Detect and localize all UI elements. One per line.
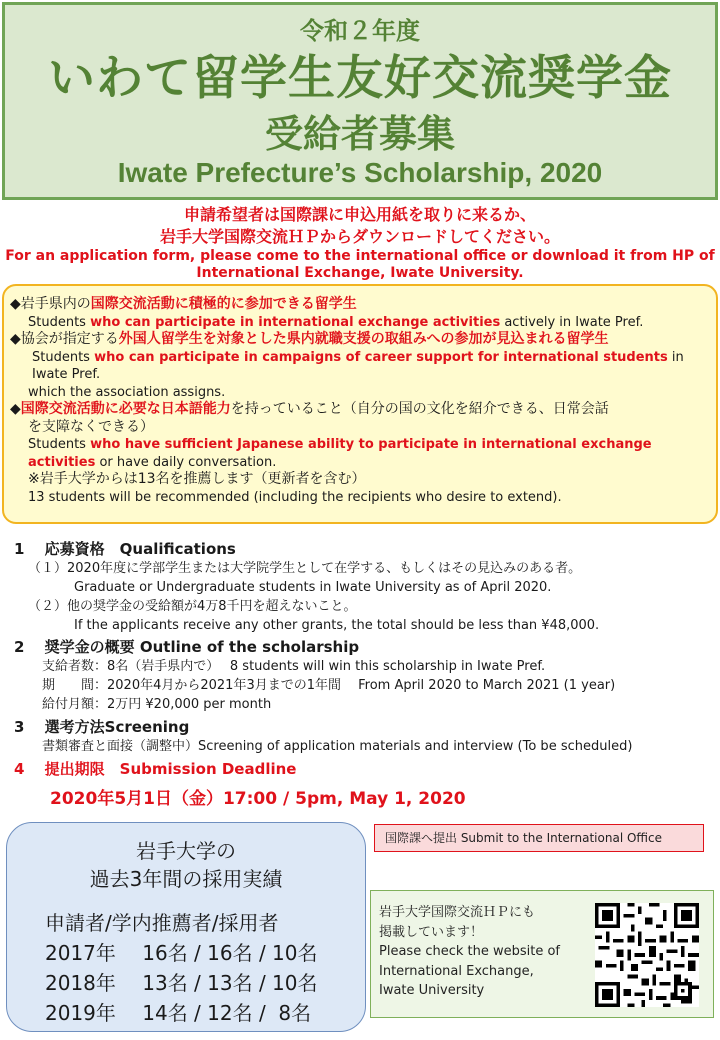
- deadline-date: 2020年5月1日（金）17:00 / 5pm, May 1, 2020: [50, 789, 466, 809]
- website-line-3: Please check the website of: [379, 944, 561, 959]
- item1-highlight: 国際交流活動に積極的に参加できる留学生: [90, 296, 357, 312]
- eligibility-item-2: [10, 331, 708, 349]
- notice-jp-line1: 申請希望者は国際課に申込用紙を取りに来るか、: [183, 205, 536, 224]
- item3-en-prefix: Students: [28, 437, 91, 452]
- recommendation-note-en: 13 students will be recommended (including the recipients who desire to extend).: [28, 489, 562, 505]
- item2-en-suffix: in Iwate Pref.: [32, 349, 684, 382]
- eligibility-item-3-line2: を支障なくできる）: [28, 418, 154, 435]
- outline-amount: 給付月額：2万円 ¥20,000 per month: [42, 697, 272, 712]
- item3-highlight: 国際交流活動に必要な日本語能力: [20, 401, 231, 417]
- results-row-2018: 2018年 13名 / 13名 / 10名: [45, 971, 318, 995]
- notice-en-line2: International Exchange, Iwate University.: [196, 265, 524, 281]
- outline-heading: 2 奨学金の概要 Outline of the scholarship: [14, 638, 360, 656]
- recommendation-note-jp: ※岩手大学からは13名を推薦します（更新者を含む）: [28, 471, 366, 487]
- results-title-2: 過去3年間の採用実績: [89, 867, 283, 891]
- outline-period: 期 間：2020年4月から2021年3月までの1年間 From April 2020 to March 2021 (1 year): [42, 678, 616, 693]
- outline-recipients: 支給者数：8名（岩手県内で） 8 students will win this scholarship in Iwate Pref.: [42, 659, 546, 674]
- header-title: いわて留学生友好交流奨学金: [48, 51, 672, 106]
- eligibility-item-2-en-line2: which the association assigns.: [28, 384, 226, 400]
- item2-highlight: 外国人留学生を対象とした県内就職支援の取組みへの参加が見込まれる留学生: [118, 331, 609, 347]
- qualification-2-en: If the applicants receive any other grants, the total should be less than ¥48,000.: [74, 618, 600, 633]
- header-subtitle: 受給者募集: [264, 112, 455, 156]
- item3-en-suffix: or have daily conversation.: [95, 454, 277, 470]
- results-row-2019: 2019年 14名 / 12名 / 8名: [45, 1001, 312, 1025]
- section-deadline: [14, 760, 714, 779]
- notice-jp-line2: 岩手大学国際交流ＨＰからダウンロードしてください。: [159, 227, 560, 246]
- item1-en-suffix: actively in Iwate Pref.: [500, 314, 644, 330]
- application-notice: [0, 204, 720, 282]
- qualifications-heading: 1 応募資格 Qualifications: [14, 540, 236, 558]
- results-row-2017: 2017年 16名 / 16名 / 10名: [45, 941, 318, 965]
- item3-en-highlight: who have sufficient Japanese ability to participate in international exchange: [90, 437, 652, 452]
- results-title-1: 岩手大学の: [136, 839, 236, 863]
- notice-en-line1: For an application form, please come to the international office or download it from HP of: [5, 248, 715, 264]
- eligibility-item-3: [10, 401, 708, 419]
- screening-heading: 3 選考方法Screening: [14, 718, 190, 736]
- section-screening: [14, 718, 714, 756]
- qualification-2-jp: （２）他の奨学金の受給額が4万8千円を超えないこと。: [28, 599, 357, 614]
- header-title-en: Iwate Prefecture’s Scholarship, 2020: [117, 157, 603, 188]
- item1-prefix: ◆岩手県内の: [10, 296, 91, 312]
- section-outline: [14, 638, 714, 714]
- results-header: 申請者/学内推薦者/採用者: [45, 911, 279, 935]
- submit-office-label: 国際課へ提出 Submit to the International Office: [374, 824, 704, 852]
- header-banner: [2, 2, 718, 200]
- item2-prefix: ◆協会が指定する: [10, 331, 119, 347]
- qualification-1-en: Graduate or Undergraduate students in Iwate University as of April 2020.: [74, 580, 552, 595]
- eligibility-box: [2, 284, 718, 524]
- qualification-1-jp: （１）2020年度に学部学生または大学院学生として在学する、もしくはその見込みのある者。: [28, 561, 582, 576]
- item2-en-highlight: who can participate in campaigns of career support for international students: [94, 349, 668, 365]
- eligibility-item-3-en: [10, 436, 708, 454]
- item1-en-highlight: who can participate in international exchange activities: [90, 314, 501, 330]
- eligibility-item-3-en-line2: [10, 454, 708, 472]
- screening-description: 書類審査と面接（調整中）Screening of application materials and interview (To be scheduled): [42, 739, 633, 754]
- website-info-box: [370, 890, 714, 1018]
- qr-code-icon[interactable]: [595, 903, 699, 1007]
- item2-en-prefix: Students: [32, 349, 95, 365]
- eligibility-item-1-en: [10, 314, 708, 332]
- past-results-box: [6, 822, 366, 1032]
- website-line-1: 岩手大学国際交流ＨＰにも: [379, 905, 536, 920]
- item1-en-prefix: Students: [28, 314, 91, 330]
- item3-prefix: ◆: [10, 401, 21, 417]
- section-qualifications: [14, 540, 714, 635]
- website-line-5: Iwate University: [379, 983, 485, 998]
- item3-suffix: を持っていること（自分の国の文化を紹介できる、日常会話: [230, 401, 609, 417]
- header-year: 令和２年度: [300, 17, 420, 45]
- eligibility-item-1: [10, 296, 708, 314]
- item3-en-highlight-2: activities: [28, 454, 96, 470]
- deadline-heading: 4 提出期限 Submission Deadline: [14, 760, 297, 778]
- website-line-2: 掲載しています！: [379, 924, 484, 940]
- eligibility-item-2-en: [10, 349, 708, 384]
- website-line-4: International Exchange,: [379, 963, 534, 979]
